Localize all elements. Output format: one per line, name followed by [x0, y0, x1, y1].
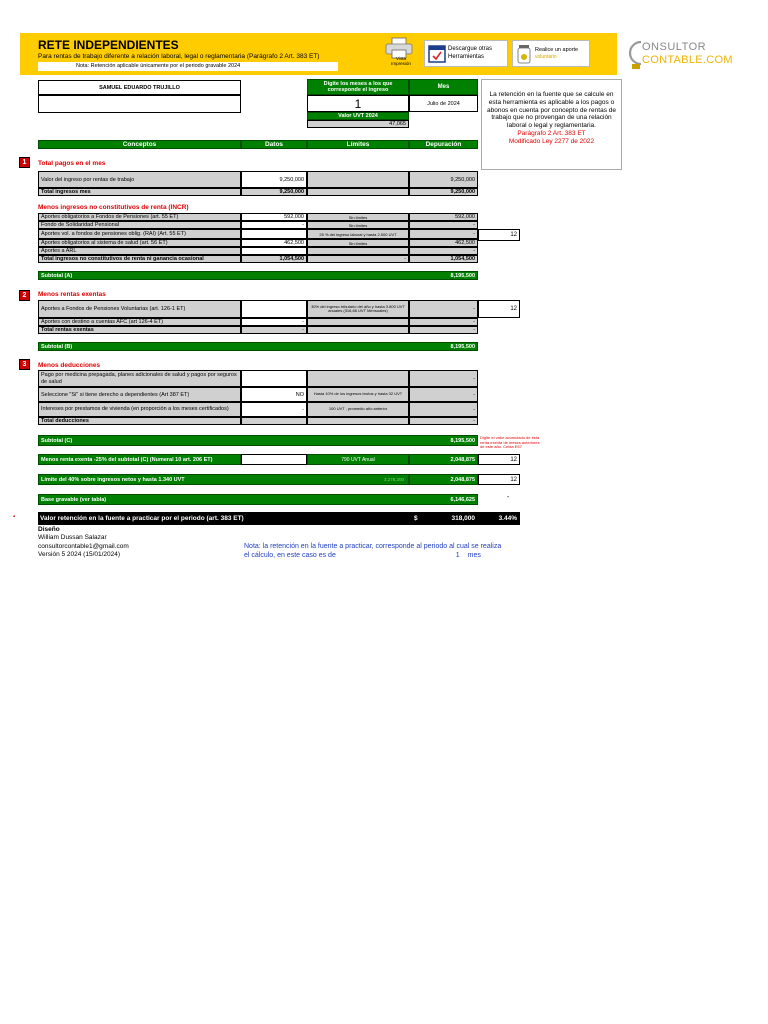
exempt-25-months[interactable]: 12 [478, 454, 520, 465]
month-header: Mes [409, 79, 478, 95]
incr-row-3-label: Aportes vol. a fondos de pensiones oblig. (RAI) (Art. 55 ET) [38, 229, 241, 239]
incr-row-5-label: Aportes a ARL [38, 247, 241, 255]
section-number-2: 2 [19, 290, 30, 301]
health-plans-input[interactable] [241, 370, 307, 387]
income-depuracion: 9,250,000 [409, 171, 478, 188]
incr-row-2-limit: Sin límites [307, 221, 409, 229]
incr-row-2-dep: - [409, 221, 478, 229]
afc-input[interactable]: - [241, 318, 307, 326]
col-datos: Datos [241, 140, 307, 149]
dependents-dep: - [409, 387, 478, 402]
uvt-label: Valor UVT 2024 [307, 112, 409, 120]
incr-row-1-limit: Sin límites [307, 213, 409, 221]
exempt-25-value: 2,048,875 [450, 456, 475, 463]
incr-row-1-dep: 592,000 [409, 213, 478, 221]
section-title-2: Menos rentas exentas [38, 291, 106, 298]
dependents-limit: Hasta 10% de los ingresos brutos y hasta 32 UVT [307, 387, 409, 402]
final-retention-value: 318,000 [451, 515, 475, 522]
section-number-1: 1 [19, 157, 30, 168]
dependents-label: Seleccione "Si" si tiene derecho a dependientes (Art 387 ET) [38, 387, 241, 402]
incr-total-limit: - [307, 255, 409, 263]
section-number-3: 3 [19, 359, 30, 370]
info-ref-2: Modificado Ley 2277 de 2022 [508, 137, 595, 145]
incr-row-1-label: Aportes obligatorios a Fondos de Pensiones (art. 55 ET) [38, 213, 241, 221]
month-value: Julio de 2024 [409, 95, 478, 112]
base-label: Base gravable (ver tabla) [41, 496, 107, 503]
company-logo [626, 38, 733, 72]
deductions-total-datos [241, 417, 307, 425]
incr-row-4-dep: 462,500 [409, 239, 478, 247]
exempt-total-datos: - [241, 326, 307, 334]
col-depuracion: Depuración [409, 140, 478, 149]
period-footnote-text: Nota: la retención en la fuente a practicar, corresponde al periodo al cual se realiza el cálculo, en este caso es de [244, 543, 502, 560]
section-title-1: Total pagos en el mes [38, 160, 106, 167]
incr-total-datos: 1,054,500 [241, 255, 307, 263]
taxpayer-name-field[interactable]: SAMUEL EDUARDO TRUJILLO [38, 80, 241, 95]
logo-line-1: ONSULTOR [642, 41, 707, 53]
final-retention-currency: $ [414, 515, 418, 522]
limit-40-months[interactable]: 12 [478, 474, 520, 485]
base-extra: - [507, 494, 510, 501]
donate-label: Realice un aporte [535, 47, 579, 54]
incr-row-3-input[interactable] [241, 229, 307, 239]
subtotal-c-bar [38, 435, 478, 446]
exempt-total-limit [307, 326, 409, 334]
incr-total-dep: 1,054,500 [409, 255, 478, 263]
incr-title: Menos ingresos no constitutivos de renta (INCR) [38, 204, 189, 211]
deductions-total-dep: - [409, 417, 478, 425]
result-marker: ▪ [13, 514, 16, 520]
housing-interest-label: Intereses por prestamos de vivienda (en proporción a los meses certificados) [38, 402, 241, 417]
health-plans-label: Pago por medicina prepagada, planes adicionales de salud y pagos por seguros de salud [38, 370, 241, 387]
total-income-datos: 9,250,000 [241, 188, 307, 196]
exempt-total-label: Total rentas exentas [38, 326, 241, 334]
design-credit [38, 526, 129, 560]
incr-row-2-label: Fondo de Solidaridad Pensional [38, 221, 241, 229]
total-income-depuracion: 9,250,000 [409, 188, 478, 196]
subtotal-a-value: 8,195,500 [450, 272, 475, 279]
incr-row-1-input[interactable]: 592,000 [241, 213, 307, 221]
download-tools-label: Descargue otras Herramientas [448, 45, 493, 60]
housing-interest-dep: - [409, 402, 478, 417]
incr-row-3-months[interactable]: 12 [478, 229, 520, 241]
exempt-25-label-cell [38, 454, 241, 465]
afc-limit [307, 318, 409, 326]
deductions-total-label: Total deducciones [38, 417, 241, 425]
print-view-button[interactable] [383, 37, 415, 71]
page-title: RETE INDEPENDIENTES [38, 38, 179, 52]
download-tools-button[interactable] [424, 40, 508, 67]
incr-total-label: Total ingresos no constitutivos de renta ni ganancia ocasional [38, 255, 241, 263]
page-subtitle: Para rentas de trabajo diferente a relación laboral, legal o reglamentaria (Parágrafo 2 Art. 383 ET) [38, 53, 320, 60]
donate-button[interactable] [512, 40, 590, 67]
housing-interest-limit: 100 UVT , promedio año anterior [307, 402, 409, 417]
incr-row-5-limit [307, 247, 409, 255]
col-limites: Límites [307, 140, 409, 149]
author-name: William Dussan Salazar [38, 534, 107, 542]
period-footnote [244, 542, 502, 560]
dependents-select[interactable]: NO [241, 387, 307, 402]
housing-interest-input[interactable]: - [241, 402, 307, 417]
voluntary-pension-label: Aportes a Fondos de Pensiones Voluntarias (art. 126-1 ET) [38, 300, 241, 318]
limit-40-value-cell [409, 474, 478, 485]
info-ref-1: Parágrafo 2 Art. 383 ET [517, 129, 586, 137]
income-limit [307, 171, 409, 188]
accumulated-note: Digite el valor acumulado de esta renta exenta de meses anteriores de este año. Celda E57 [480, 435, 540, 450]
incr-row-4-input[interactable]: 462,500 [241, 239, 307, 247]
period-months: 1 [455, 552, 460, 560]
months-header: Digite los meses a los que corresponde el ingreso [307, 79, 409, 95]
voluntary-pension-limit: 30% del ingreso tributario del año y hasta 3.800 UVT anuales (316,66 UVT Mensuales) [307, 300, 409, 318]
final-retention-label: Valor retención en la fuente a practicar por el periodo (art. 383 ET) [40, 515, 244, 522]
col-conceptos: Conceptos [38, 140, 241, 149]
afc-label: Aportes con destino a cuentas AFC (art 126-4 ET) [38, 318, 241, 326]
incr-row-2-input[interactable]: - [241, 221, 307, 229]
deductions-total-limit [307, 417, 409, 425]
exempt-25-datos [241, 454, 307, 465]
subtotal-b-label: Subtotal (B) [41, 343, 73, 350]
exempt-25-value-cell [409, 454, 478, 465]
total-income-limit [307, 188, 409, 196]
total-income-label: Total ingresos mes [38, 188, 241, 196]
health-plans-dep: - [409, 370, 478, 387]
author-email[interactable]: consultorcontable1@gmail.com [38, 542, 129, 550]
subtotal-a-bar [38, 271, 478, 280]
logo-line-2: CONTABLE.COM [642, 54, 733, 66]
subtotal-c-label: Subtotal (C) [41, 437, 73, 444]
afc-dep: - [409, 318, 478, 326]
taxpayer-name-blank [38, 95, 241, 113]
period-note: Nota: Retención aplicable únicamente por el periodo gravable 2024 [38, 62, 338, 71]
incr-row-4-label: Aportes obligatorios al sistema de salud (art. 56 ET) [38, 239, 241, 247]
voluntary-pension-months[interactable]: 12 [478, 300, 520, 318]
version-label: Versión 5 2024 (15/01/2024) [38, 551, 121, 559]
subtotal-c-value: 8,195,500 [450, 437, 475, 444]
final-retention-percent: 3.44% [498, 515, 517, 522]
income-input[interactable]: 9,250,000 [241, 171, 307, 188]
info-note-text: La retención en la fuente que se calcule en esta herramienta es aplicable a los pagos o abonos en cuenta por concepto de rentas de trabajo que no provengan de una relación laboral o legal y reglamentaria. [486, 91, 616, 130]
subtotal-b-value: 8,195,500 [450, 343, 475, 350]
income-label: Valor del ingreso por rentas de trabajo [38, 171, 241, 188]
exempt-total-dep: - [409, 326, 478, 334]
months-input[interactable]: 1 [307, 95, 409, 112]
voluntary-pension-input[interactable] [241, 300, 307, 318]
voluntary-pension-dep: - [409, 300, 478, 318]
print-view-label: Vista Impresión [391, 56, 411, 66]
incr-row-3-limit: 25 % del ingreso laboral y hasta 2.500 UVT [307, 229, 409, 239]
donate-sublabel: voluntario [535, 53, 557, 60]
incr-row-4-limit: Sin límites [307, 239, 409, 247]
exempt-25-limit: 790 UVT Anual [307, 454, 409, 465]
exempt-25-label: Menos renta exenta -25% del subtotal (C) (Numeral 10 art. 206 ET) [41, 456, 213, 463]
uvt-value: 47,065 [307, 120, 409, 128]
jar-icon [516, 44, 532, 64]
limit-40-value: 2,048,875 [450, 476, 475, 483]
incr-row-5-dep: - [409, 247, 478, 255]
health-plans-limit [307, 370, 409, 387]
incr-row-5-input[interactable] [241, 247, 307, 255]
incr-row-3-dep: - [409, 229, 478, 239]
subtotal-a-label: Subtotal (A) [41, 272, 73, 279]
checklist-icon [428, 45, 446, 63]
limit-40-label: Límite del 40% sobre ingresos netos y hasta 1.340 UVT [41, 476, 185, 483]
section-title-3: Menos deducciones [38, 362, 101, 369]
subtotal-b-bar [38, 342, 478, 351]
design-label: Diseño [38, 526, 60, 533]
base-bar [38, 494, 478, 505]
period-unit: mes [467, 552, 481, 560]
base-value: 6,146,625 [450, 496, 475, 503]
info-note-box [481, 79, 622, 170]
limit-40-bar [38, 474, 409, 485]
final-retention-bar [38, 512, 520, 525]
limit-40-mid: 3,278,200 [383, 477, 404, 482]
